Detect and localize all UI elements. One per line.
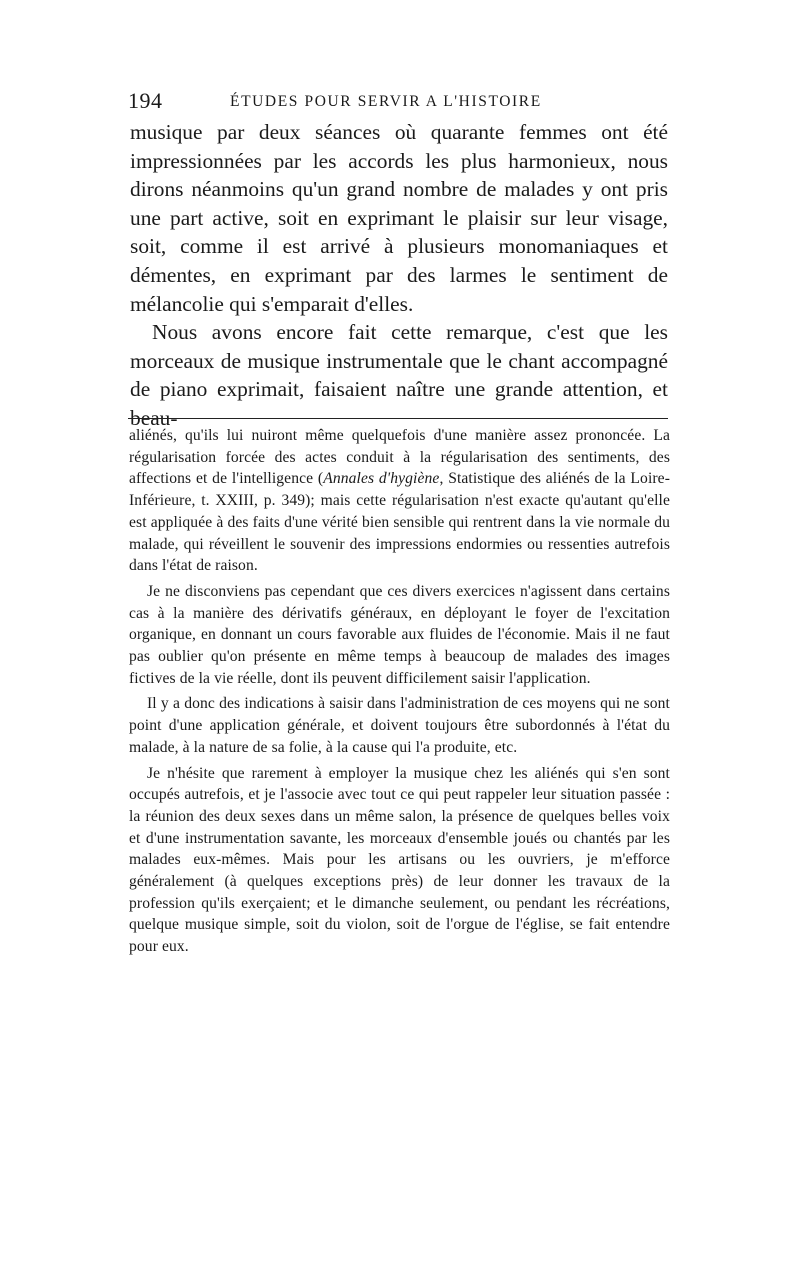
- footnote: [129, 425, 670, 962]
- footnote-text: , Statistique des aliénés de la Loire-Inférieure, t. XXIII, p. 349); mais cette régularisation n'est exacte qu'autant qu'elle est appliquée à des faits d'une vérité bien sensible qui rentrent dans la vie normale du malade, qui réveillent le souvenir des impressions endormies ou ressenties autrefois dans l'état de raison.: [129, 470, 670, 575]
- page-number: 194: [128, 88, 163, 113]
- footnote-rule: [128, 418, 668, 419]
- footnote-paragraph: [129, 425, 670, 577]
- footnote-paragraph: Je n'hésite que rarement à employer la musique chez les aliénés qui s'en sont occupés autrefois, et je l'associe avec tout ce qui peut rappeler leur situation passée : la réunion des deux sexes dans un même salon, la présence de quelques belles voix et d'une instrumentation savante, les morceaux d'ensemble joués ou chantés par les malades eux-mêmes. Mais pour les artisans ou les ouvriers, je m'efforce généralement (à quelques exceptions près) de leur donner les travaux de la profession qu'ils exerçaient; et le dimanche seulement, ou pendant les récréations, quelque musique simple, soit du violon, soit de l'orgue de l'église, se fait entendre pour eux.: [129, 764, 670, 956]
- footnote-text: aliénés, qu'ils lui nuiront même quelquefois d'une manière assez prononcée. La régularisation forcée des actes conduit à la régularisation des sentiments, des affections et de l'intelligence (: [129, 427, 670, 488]
- body-paragraph: musique par deux séances où quarante femmes ont été impressionnées par les accords les plus harmonieux, nous dirons néanmoins qu'un grand nombre de malades y ont pris une part active, soit en exprimant le plaisir sur leur visage, soit, comme il est arrivé à plusieurs monomaniaques et démentes, en exprimant par des larmes le sentiment de mélancolie qui s'emparait d'elles.: [130, 120, 668, 316]
- running-title: ÉTUDES POUR SERVIR A L'HISTOIRE: [230, 93, 542, 110]
- body-paragraph: Nous avons encore fait cette remarque, c'est que les morceaux de musique instrumentale que le chant accompagné de piano exprimait, faisaient naître une grande attention, et beau-: [130, 320, 668, 430]
- footnote-paragraph: Je ne disconviens pas cependant que ces divers exercices n'agissent dans certains cas à la manière des dérivatifs généraux, en déployant le foyer de l'excitation organique, en donnant un cours favorable aux fluides de l'économie. Mais il ne faut pas oublier qu'on présente en même temps à beaucoup de malades des images fictives de la vie réelle, dont ils peuvent difficilement saisir l'application.: [129, 582, 670, 687]
- journal-title: Annales d'hygiène: [323, 470, 440, 488]
- footnote-paragraph: Il y a donc des indications à saisir dans l'administration de ces moyens qui ne sont point d'une application générale, et doivent toujours être subordonnés à l'état du malade, à la nature de sa folie, à la cause qui l'a produite, etc.: [129, 695, 670, 756]
- running-head: [128, 88, 668, 118]
- main-text: [130, 118, 668, 433]
